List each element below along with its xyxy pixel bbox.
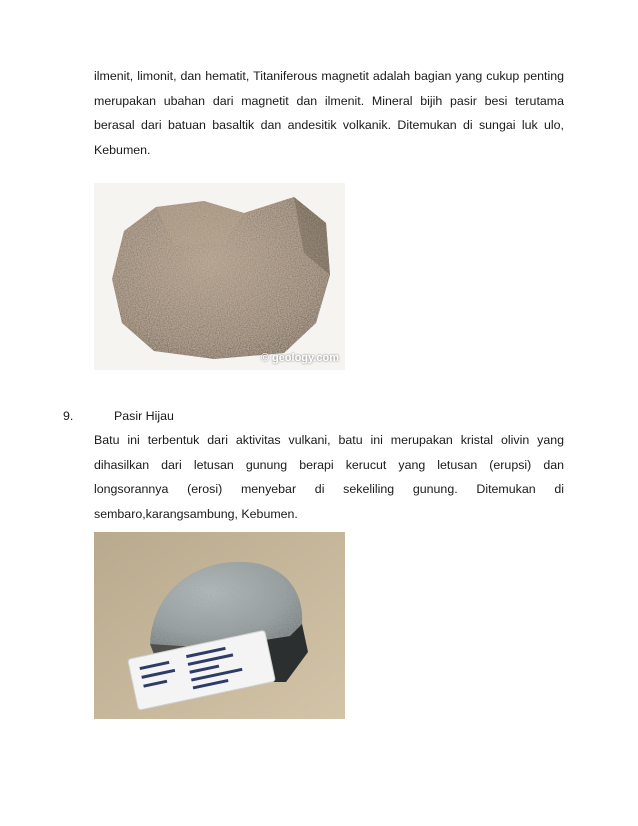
section-title: Pasir Hijau <box>114 409 174 423</box>
section-heading <box>63 404 174 428</box>
rock-photo-green-sand <box>94 532 345 719</box>
section-number: 9. <box>63 409 74 423</box>
body-paragraph-1: ilmenit, limonit, dan hematit, Titaniferous magnetit adalah bagian yang cukup penting merupakan ubahan dari magnetit dan ilmenit. Mineral bijih pasir besi terutama berasal dari batuan basaltik dan andesitik volkanik. Ditemukan di sungai luk ulo, Kebumen. <box>94 69 564 158</box>
watermark-text: © geology.com <box>260 352 339 364</box>
body-paragraph-2: Batu ini terbentuk dari aktivitas vulkani, batu ini merupakan kristal olivin yang dihasilkan dari letusan gunung berapi kerucut yang letusan (erupsi) dan longsorannya (erosi) menyebar di sekeliling gunung. Ditemukan di sembaro,karangsambung, Kebumen. <box>94 433 564 522</box>
rock-photo-granite <box>94 183 345 370</box>
